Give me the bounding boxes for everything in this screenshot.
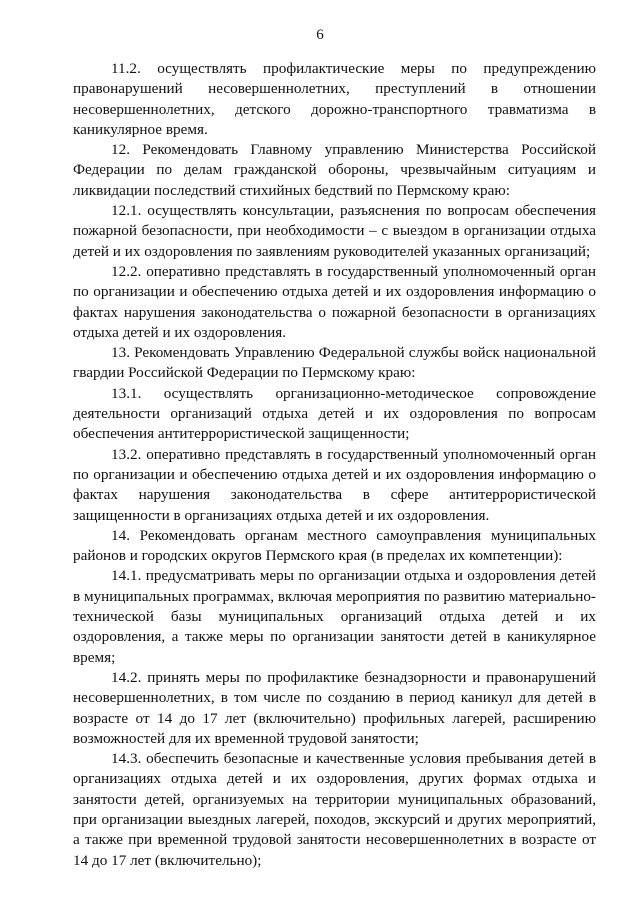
paragraph-13-1: 13.1. осуществлять организационно-методическое сопровождение деятельности организаций отдыха детей и их оздоровления по вопросам обеспечения антитеррористической защищенности; xyxy=(73,384,596,443)
paragraph-12-2: 12.2. оперативно представлять в государственный уполномоченный орган по организации и обеспечению отдыха детей и их оздоровления информацию о фактах нарушения законодательства о пожарной безопасности в организациях отдыха детей и их оздоровления. xyxy=(73,262,596,341)
paragraph-14: 14. Рекомендовать органам местного самоуправления муниципальных районов и городских округов Пермского края (в пределах их компетенции): xyxy=(73,526,596,565)
paragraph-13-2: 13.2. оперативно представлять в государственный уполномоченный орган по организации и обеспечению отдыха детей и их оздоровления информацию о фактах нарушения законодательства в сфере антитеррористической защищенности в организациях отдыха детей и их оздоровления. xyxy=(73,445,596,524)
page-number: 6 xyxy=(316,27,324,43)
paragraph-14-3: 14.3. обеспечить безопасные и качественные условия пребывания детей в организациях отдыха детей и их оздоровления, других формах отдыха и занятости детей, организуемых на территории муниципальных образований, при организации выездных лагерей, походов, экскурсий и других мероприятий, а также при временной трудовой занятости несовершеннолетних в возрасте от 14 до 17 лет (включительно); xyxy=(73,750,596,869)
paragraph-14-1: 14.1. предусматривать меры по организации отдыха и оздоровления детей в муниципальных программах, включая мероприятия по развитию материально-технической базы муниципальных организаций отдыха детей и их оздоровления, а также меры по организации занятости детей в каникулярное время; xyxy=(73,567,596,666)
paragraph-11-2: 11.2. осуществлять профилактические меры по предупреждению правонарушений несовершеннолетних, преступлений в отношении несовершеннолетних, детского дорожно-транспортного травматизма в каникулярное время. xyxy=(73,60,596,138)
paragraph-12: 12. Рекомендовать Главному управлению Министерства Российской Федерации по делам гражданской обороны, чрезвычайным ситуациям и ликвидации последствий стихийных бедствий по Пермскому краю: xyxy=(73,141,596,199)
paragraph-14-2: 14.2. принять меры по профилактике безнадзорности и правонарушений несовершеннолетних, в том числе по созданию в период каникул для детей в возрасте от 14 до 17 лет (включительно) профильных лагерей, расширению возможностей для их временной трудовой занятости; xyxy=(73,668,596,747)
paragraph-12-1: 12.1. осуществлять консультации, разъяснения по вопросам обеспечения пожарной безопасности, при необходимости – с выездом в организации отдыха детей и их оздоровления по заявлениям руководителей указанных организаций; xyxy=(73,202,596,260)
document-body xyxy=(73,59,596,871)
paragraph-13: 13. Рекомендовать Управлению Федеральной службы войск национальной гвардии Российской Федерации по Пермскому краю: xyxy=(73,344,596,382)
